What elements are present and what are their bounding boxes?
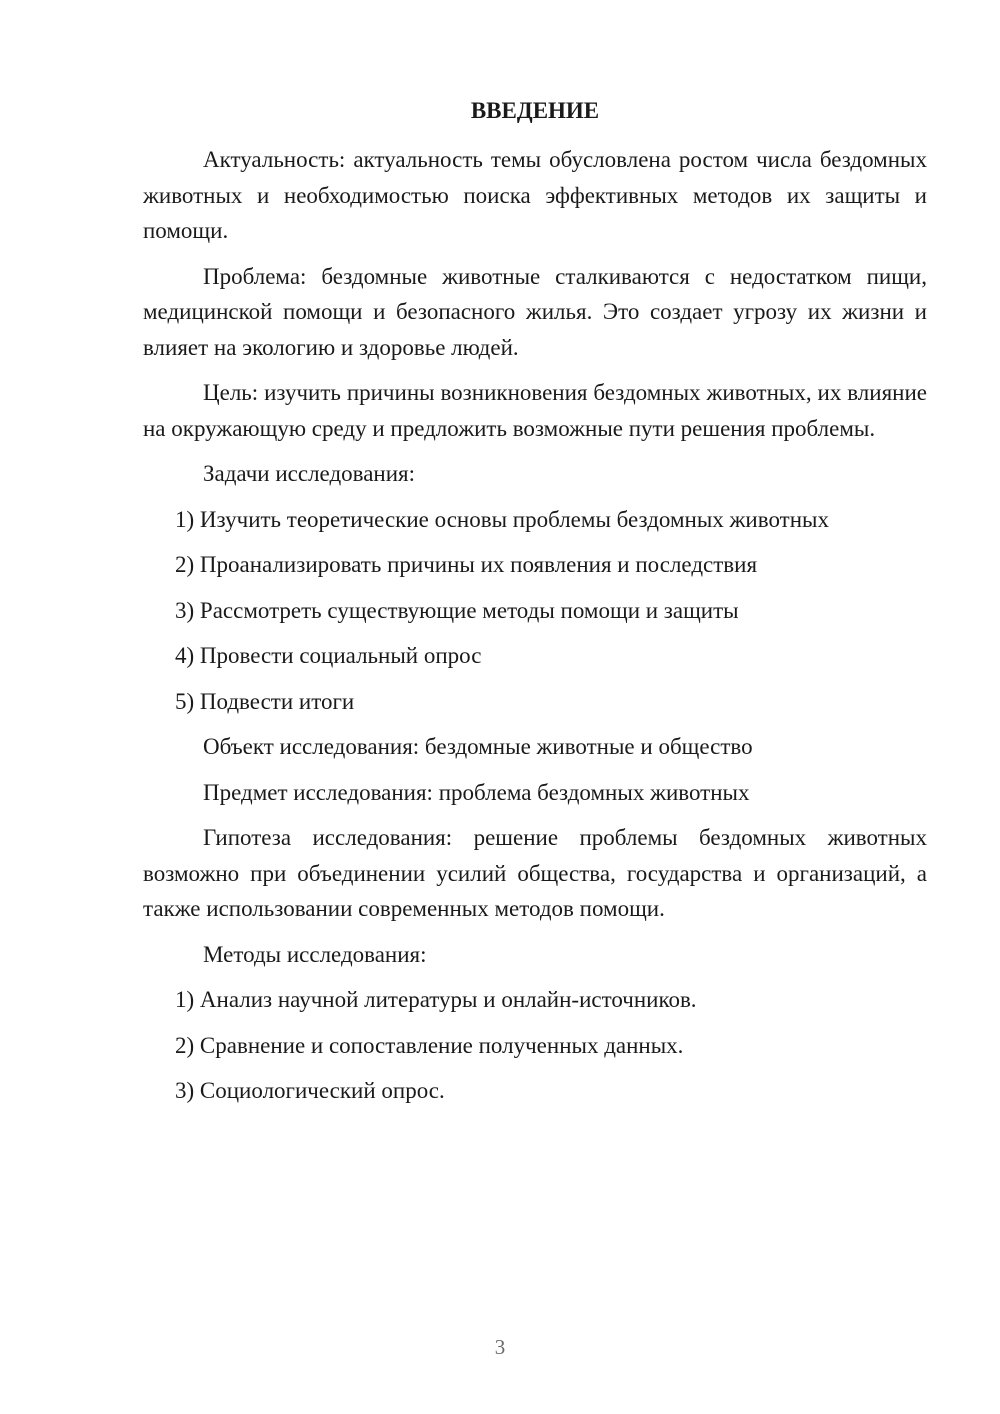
- list-item: 1) Изучить теоретические основы проблемы бездомных животных: [175, 506, 829, 532]
- relevance-paragraph: Актуальность: актуальность темы обусловлена ростом числа бездомных животных и необходимостью поиска эффективных методов их защиты и помощи.: [143, 147, 927, 243]
- page-title: ВВЕДЕНИЕ: [470, 98, 600, 123]
- subject-paragraph: Предмет исследования: проблема бездомных животных: [203, 779, 750, 805]
- object-paragraph: Объект исследования: бездомные животные и общество: [203, 734, 753, 759]
- list-item: 4) Провести социальный опрос: [175, 643, 482, 668]
- methods-title: Методы исследования:: [203, 941, 427, 967]
- list-item: 1) Анализ научной литературы и онлайн-источников.: [175, 987, 697, 1012]
- list-item: 3) Социологический опрос.: [175, 1078, 445, 1103]
- goal-paragraph: Цель: изучить причины возникновения бездомных животных, их влияние на окружающую среду и предложить возможные пути решения проблемы.: [143, 380, 927, 441]
- list-item: 2) Проанализировать причины их появления и последствия: [175, 552, 758, 577]
- hypothesis-paragraph: Гипотеза исследования: решение проблемы бездомных животных возможно при объединении усилий общества, государства и организаций, а также использовании современных методов помощи.: [143, 825, 927, 921]
- list-item: 5) Подвести итоги: [175, 688, 355, 714]
- list-item: 2) Сравнение и сопоставление полученных данных.: [175, 1032, 684, 1058]
- problem-paragraph: Проблема: бездомные животные сталкиваются с недостатком пищи, медицинской помощи и безопасного жилья. Это создает угрозу их жизни и влияет на экологию и здоровье людей.: [143, 263, 927, 360]
- tasks-list: [143, 502, 927, 720]
- list-item: 3) Рассмотреть существующие методы помощи и защиты: [175, 597, 739, 623]
- page-number: 3: [494, 1335, 506, 1359]
- methods-list: [143, 982, 927, 1109]
- document-body: [143, 142, 927, 1119]
- tasks-title: Задачи исследования:: [203, 461, 416, 486]
